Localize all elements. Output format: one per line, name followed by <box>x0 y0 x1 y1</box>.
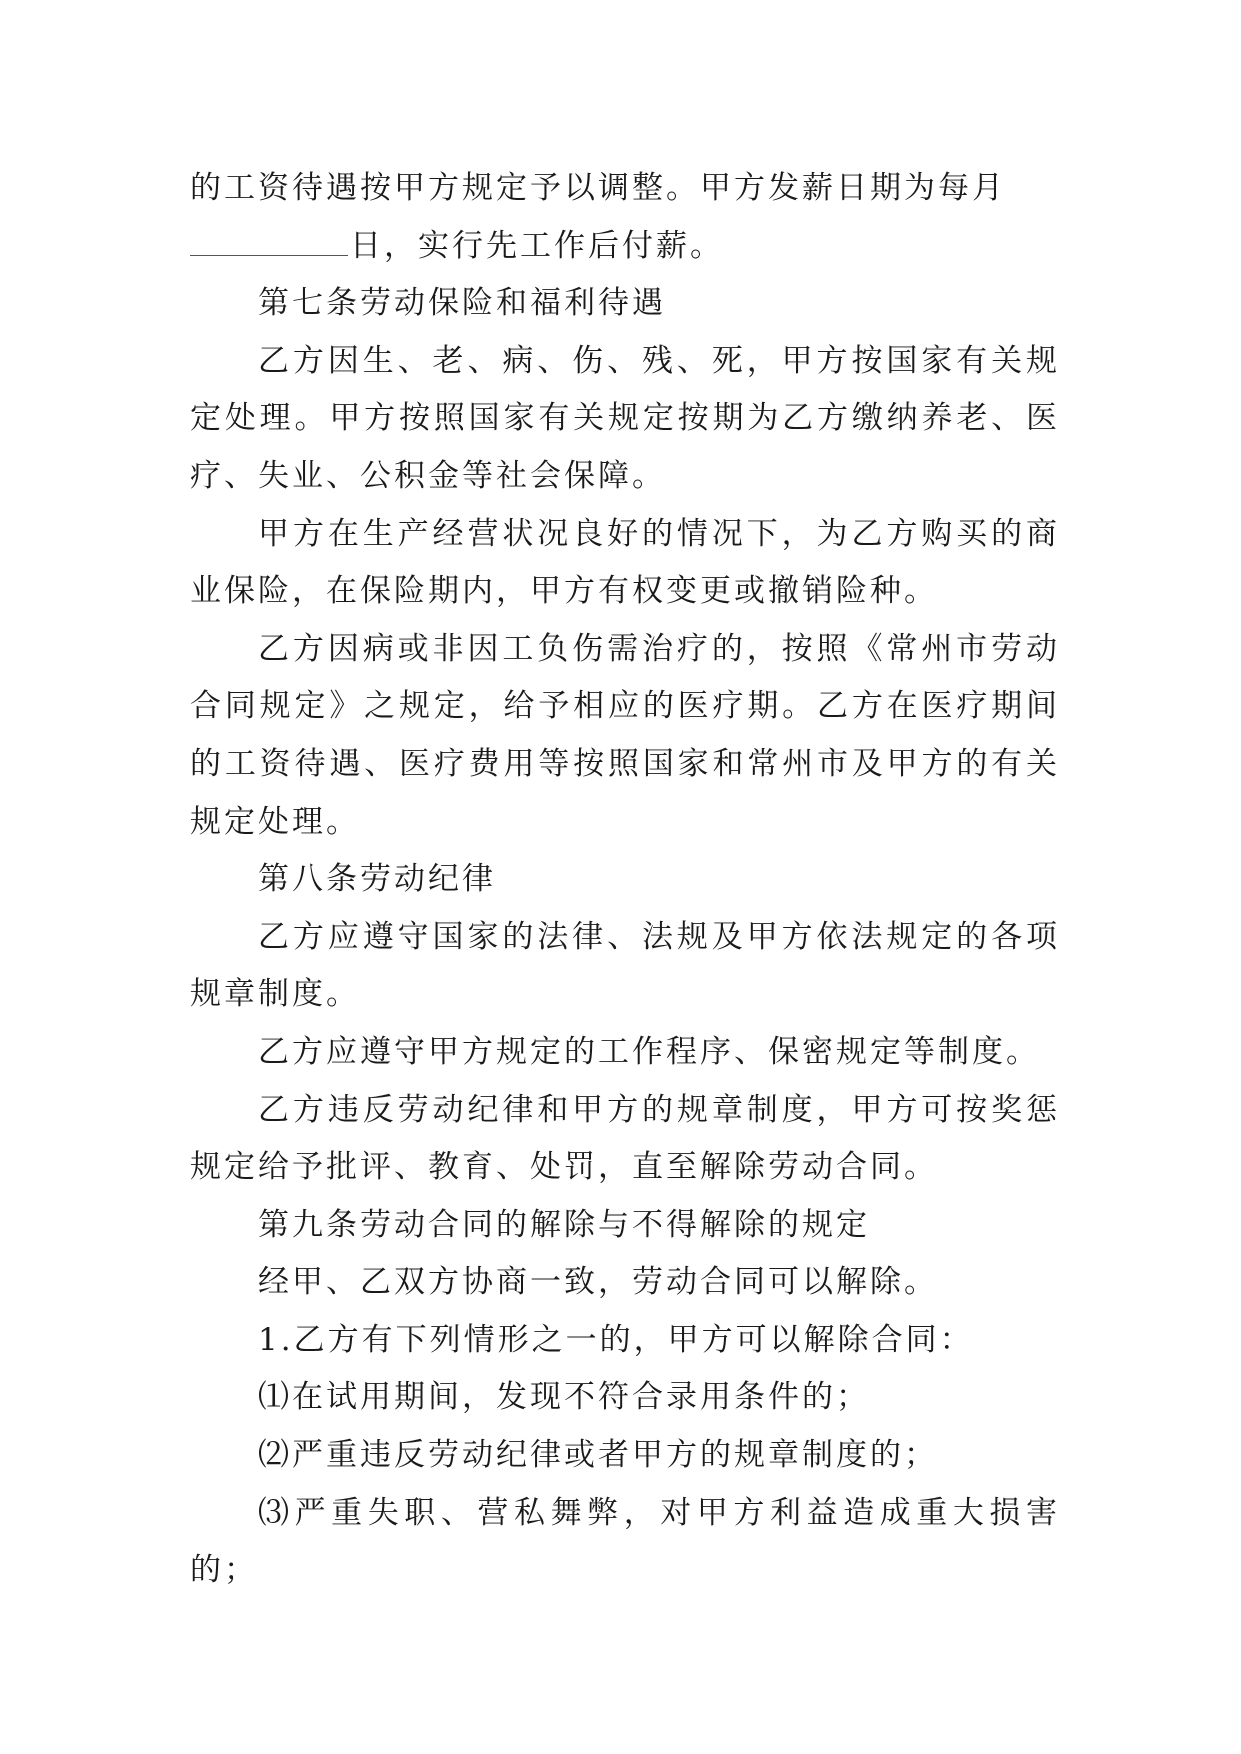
paragraph-salary-continued <box>190 160 1060 275</box>
article-8-heading: 第八条劳动纪律 <box>258 861 496 898</box>
payday-suffix: 日，实行先工作后付薪。 <box>350 227 724 264</box>
article-7-paragraph-1: 乙方因生、老、病、伤、残、死，甲方按国家有关规定处理。甲方按照国家有关规定按期为乙方缴纳养老、医疗、失业、公积金等社会保障。 <box>190 342 1060 494</box>
article-8-paragraph-1: 乙方应遵守国家的法律、法规及甲方依法规定的各项规章制度。 <box>190 918 1060 1013</box>
article-9-paragraph-1: 经甲、乙双方协商一致，劳动合同可以解除。 <box>258 1264 938 1301</box>
article-7-heading: 第七条劳动保险和福利待遇 <box>258 285 666 322</box>
article-8-paragraph-2: 乙方应遵守甲方规定的工作程序、保密规定等制度。 <box>258 1033 1040 1070</box>
article-9-item-1: 1.乙方有下列情形之一的，甲方可以解除合同： <box>258 1321 974 1358</box>
salary-line: 的工资待遇按甲方规定予以调整。甲方发薪日期为每月 <box>190 170 1006 206</box>
article-8-paragraph-3: 乙方违反劳动纪律和甲方的规章制度，甲方可按奖惩规定给予批评、教育、处罚，直至解除劳动合同。 <box>190 1091 1060 1186</box>
payday-blank-field <box>190 227 348 256</box>
article-9-subitem-1: ⑴在试用期间，发现不符合录用条件的； <box>258 1379 870 1416</box>
article-9-heading: 第九条劳动合同的解除与不得解除的规定 <box>258 1206 870 1243</box>
article-7-paragraph-3: 乙方因病或非因工负伤需治疗的，按照《常州市劳动合同规定》之规定，给予相应的医疗期。乙方在医疗期间的工资待遇、医疗费用等按照国家和常州市及甲方的有关规定处理。 <box>190 630 1060 840</box>
article-9-subitem-2: ⑵严重违反劳动纪律或者甲方的规章制度的； <box>258 1437 938 1474</box>
article-9-subitem-3: ⑶严重失职、营私舞弊，对甲方利益造成重大损害的； <box>190 1494 1060 1589</box>
article-7-paragraph-2: 甲方在生产经营状况良好的情况下，为乙方购买的商业保险，在保险期内，甲方有权变更或撤销险种。 <box>190 515 1060 610</box>
document-body <box>190 160 1060 1600</box>
